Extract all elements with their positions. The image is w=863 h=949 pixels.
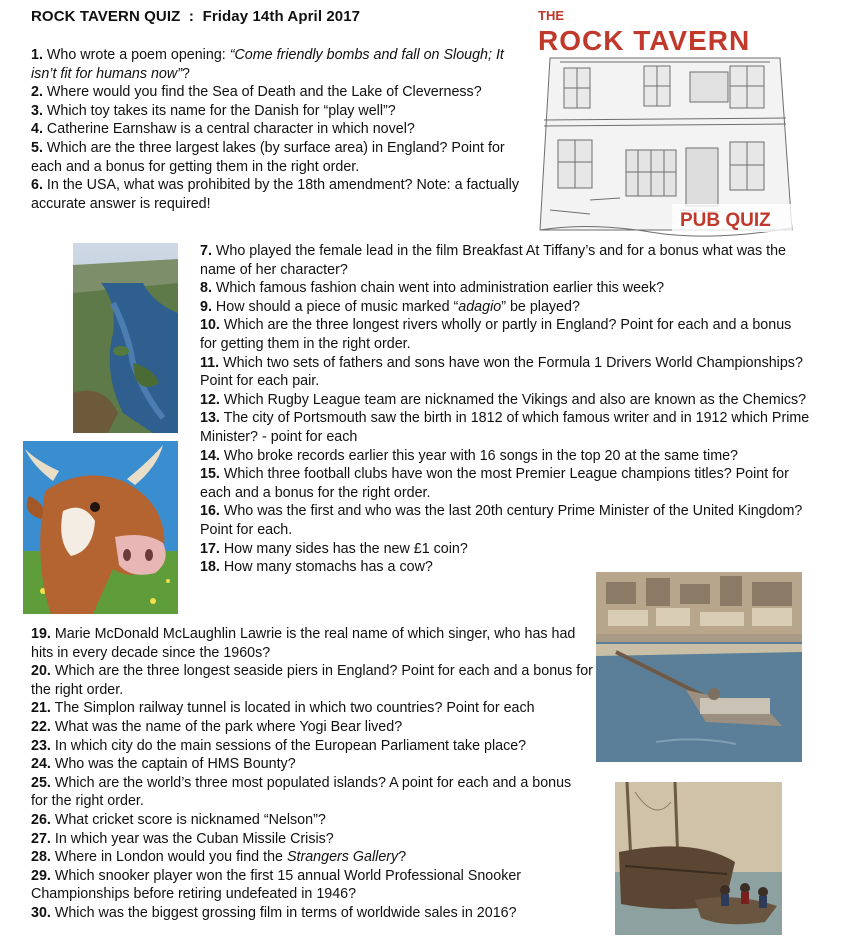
question-19 bbox=[31, 625, 591, 662]
question-text: What cricket score is nicknamed “Nelson”? bbox=[54, 811, 326, 828]
question-number: 29. bbox=[31, 867, 51, 884]
question-number: 26. bbox=[31, 811, 51, 828]
question-text: Which famous fashion chain went into administration earlier this week? bbox=[215, 280, 665, 297]
question-number: 10. bbox=[200, 317, 220, 334]
question-text: Which are the three longest seaside piers in England? Point for each and a bonus for the right order. bbox=[31, 663, 593, 698]
question-8 bbox=[200, 279, 810, 298]
question-text: Who was the captain of HMS Bounty? bbox=[54, 756, 296, 773]
question-text: In which year was the Cuban Missile Crisis? bbox=[54, 830, 334, 847]
lake-photo bbox=[73, 243, 178, 433]
question-text: Which are the three largest lakes (by surface area) in England? Point for each and a bonus for getting them in the right order. bbox=[31, 139, 505, 175]
question-number: 2. bbox=[31, 84, 43, 101]
question-11 bbox=[200, 354, 810, 391]
question-number: 15. bbox=[200, 466, 220, 483]
question-16 bbox=[200, 502, 810, 539]
logo-the-text: THE bbox=[538, 8, 564, 23]
question-number: 11. bbox=[200, 354, 220, 371]
question-17 bbox=[200, 540, 810, 559]
question-text: Who was the first and who was the last 20th century Prime Minister of the United Kingdom? Point for each. bbox=[200, 503, 803, 538]
question-text: The city of Portsmouth saw the birth in 1812 of which famous writer and in 1912 which Prime Minister? - point for each bbox=[200, 410, 810, 445]
question-number: 21. bbox=[31, 700, 51, 717]
question-text: “Come friendly bombs and fall on Slough; It isn’t fit for humans now” bbox=[31, 47, 504, 82]
question-text: Who broke records earlier this year with 16 songs in the top 20 at the same time? bbox=[223, 447, 739, 464]
question-text: ? bbox=[398, 849, 407, 866]
question-9 bbox=[200, 298, 810, 317]
question-text: Marie McDonald McLaughlin Lawrie is the real name of which singer, who has had hits in every decade since the 1960s? bbox=[31, 626, 576, 661]
question-27 bbox=[31, 830, 591, 849]
logo-sign-text: PUB QUIZ bbox=[680, 210, 771, 231]
question-21 bbox=[31, 699, 581, 718]
question-text: Which are the world’s three most populated islands? A point for each and a bonus for the right order. bbox=[31, 774, 572, 810]
questions-block-2 bbox=[200, 242, 810, 577]
question-number: 20. bbox=[31, 663, 51, 680]
question-number: 24. bbox=[31, 756, 51, 773]
question-12 bbox=[200, 391, 810, 410]
question-24 bbox=[31, 755, 591, 774]
pier-photo bbox=[596, 572, 802, 762]
question-number: 12. bbox=[200, 391, 220, 408]
question-number: 17. bbox=[200, 540, 220, 557]
question-6 bbox=[31, 176, 521, 213]
quiz-date: Friday 14th April 2017 bbox=[202, 8, 361, 25]
question-number: 18. bbox=[200, 559, 220, 576]
title-separator: : bbox=[184, 8, 199, 25]
question-26 bbox=[31, 811, 591, 830]
question-text: Which are the three longest rivers wholly or partly in England? Point for each and a bonus for getting them in the right order. bbox=[200, 317, 792, 352]
question-number: 28. bbox=[31, 849, 51, 866]
question-number: 30. bbox=[31, 904, 51, 921]
question-number: 1. bbox=[31, 47, 43, 63]
question-number: 4. bbox=[31, 121, 43, 138]
bounty-painting bbox=[615, 782, 782, 935]
question-text: What was the name of the park where Yogi Bear lived? bbox=[54, 718, 403, 735]
question-22 bbox=[31, 718, 591, 737]
question-text: Where would you find the Sea of Death and the Lake of Cleverness? bbox=[46, 84, 482, 101]
question-number: 19. bbox=[31, 626, 51, 642]
question-14 bbox=[200, 447, 810, 466]
question-text: adagio bbox=[458, 298, 502, 315]
logo-name-text: ROCK TAVERN bbox=[538, 25, 751, 56]
question-number: 8. bbox=[200, 280, 212, 297]
question-number: 16. bbox=[200, 503, 220, 520]
question-text: ” be played? bbox=[501, 298, 580, 315]
question-number: 7. bbox=[200, 243, 212, 259]
question-30 bbox=[31, 904, 581, 923]
question-number: 3. bbox=[31, 102, 43, 119]
question-text: Catherine Earnshaw is a central character in which novel? bbox=[46, 121, 415, 138]
questions-block-3 bbox=[31, 625, 591, 923]
question-text: Who played the female lead in the film Breakfast At Tiffany’s and for a bonus what was the name of her character? bbox=[200, 243, 787, 278]
question-29 bbox=[31, 867, 581, 904]
question-text: Strangers Gallery bbox=[286, 849, 399, 866]
question-number: 23. bbox=[31, 737, 51, 754]
question-text: Where in London would you find the bbox=[54, 849, 287, 866]
question-text: ? bbox=[181, 65, 190, 82]
question-10 bbox=[200, 316, 810, 353]
question-15 bbox=[200, 465, 810, 502]
question-number: 9. bbox=[200, 298, 212, 315]
cow-photo bbox=[23, 441, 178, 614]
question-28 bbox=[31, 848, 581, 867]
question-number: 13. bbox=[200, 410, 220, 427]
question-number: 6. bbox=[31, 177, 43, 194]
question-3 bbox=[31, 102, 521, 121]
question-text: Which was the biggest grossing film in terms of worldwide sales in 2016? bbox=[54, 904, 517, 921]
question-7 bbox=[200, 242, 810, 279]
question-number: 25. bbox=[31, 774, 51, 791]
questions-block-1 bbox=[31, 46, 521, 213]
question-text: Who wrote a poem opening: bbox=[46, 47, 230, 63]
question-text: In the USA, what was prohibited by the 18th amendment? Note: a factually accurate answer is required! bbox=[31, 177, 519, 212]
page-title bbox=[31, 8, 360, 25]
question-20 bbox=[31, 662, 596, 699]
question-5 bbox=[31, 139, 521, 176]
question-text: Which Rugby League team are nicknamed the Vikings and also are known as the Chemics? bbox=[223, 391, 807, 408]
question-13 bbox=[200, 409, 810, 446]
question-25 bbox=[31, 774, 581, 811]
question-1 bbox=[31, 46, 521, 83]
quiz-title: ROCK TAVERN QUIZ bbox=[31, 8, 181, 25]
question-text: Which two sets of fathers and sons have won the Formula 1 Drivers World Championships? Point for each pair. bbox=[200, 354, 803, 390]
question-2 bbox=[31, 83, 521, 102]
question-number: 27. bbox=[31, 830, 51, 847]
question-text: In which city do the main sessions of the European Parliament take place? bbox=[54, 737, 527, 754]
question-text: How many stomachs has a cow? bbox=[223, 559, 433, 576]
rock-tavern-logo bbox=[530, 0, 800, 240]
question-number: 14. bbox=[200, 447, 220, 464]
question-text: Which toy takes its name for the Danish for “play well”? bbox=[46, 102, 396, 119]
question-23 bbox=[31, 737, 591, 756]
question-text: Which three football clubs have won the most Premier League champions titles? Point for each and a bonus for the right order. bbox=[200, 466, 789, 501]
question-4 bbox=[31, 120, 521, 139]
question-text: Which snooker player won the first 15 annual World Professional Snooker Championships before retiring undefeated in 1946? bbox=[31, 867, 522, 903]
question-text: The Simplon railway tunnel is located in which two countries? Point for each bbox=[54, 700, 535, 717]
question-text: How many sides has the new £1 coin? bbox=[223, 540, 468, 557]
question-text: How should a piece of music marked “ bbox=[215, 298, 459, 315]
question-number: 22. bbox=[31, 718, 51, 735]
question-number: 5. bbox=[31, 139, 43, 156]
